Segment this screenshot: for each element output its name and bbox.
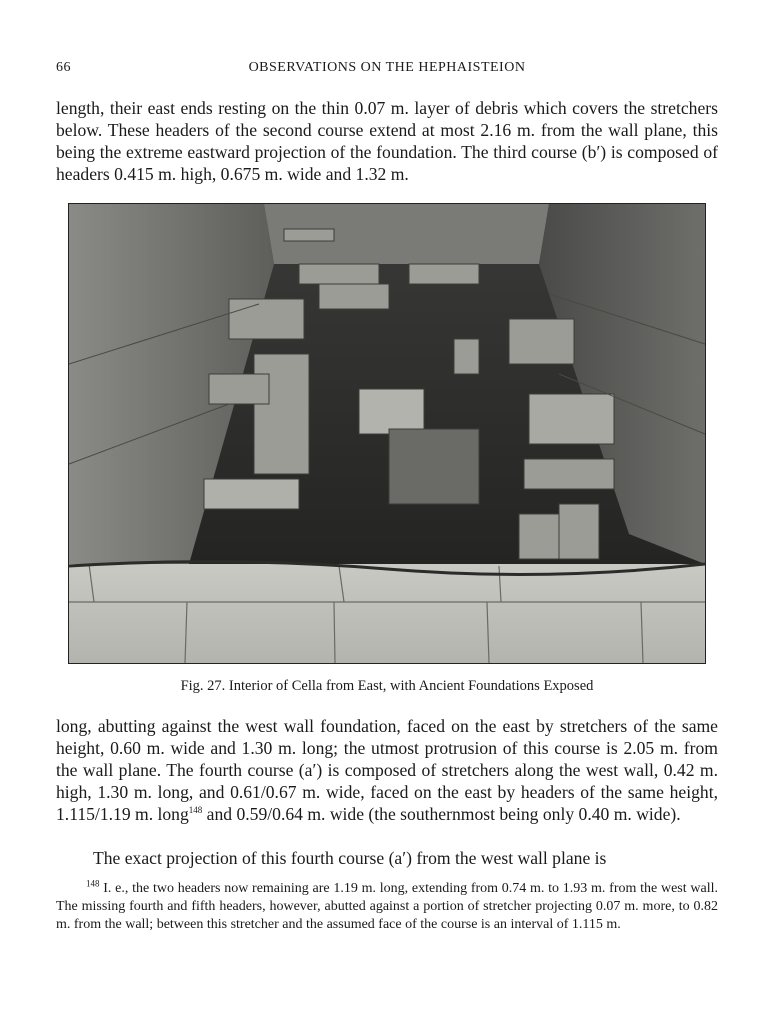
paragraph-1: length, their east ends resting on the thin 0.07 m. layer of debris which covers the stretchers below. These headers of the second course extend at most 2.16 m. from the wall plane, this being the extreme eastward projection of the foundation. The third course (b′) is composed of headers 0.415 m. high, 0.675 m. wide and 1.32 m.: [56, 98, 718, 184]
paragraph-2-text: long, abutting against the west wall foundation, faced on the east by stretchers of the same height, 0.60 m. wide and 1.30 m. long; the utmost protrusion of this course is 2.05 m. from the wall plane. The fourth course (a′) is composed of stretchers along the west wall, 0.42 m. high, 1.30 m. long, and 0.61/0.67 m. wide, faced on the east by headers of the same height, 1.115/1.19 m. long: [56, 716, 718, 824]
figure-photo: [68, 203, 706, 664]
running-title: OBSERVATIONS ON THE HEPHAISTEION: [248, 60, 526, 75]
paragraph-2: [56, 715, 718, 825]
footnote-reference: 148: [188, 805, 203, 816]
paragraph-2-text-end: and 0.59/0.64 m. wide (the southernmost being only 0.40 m. wide).: [202, 804, 681, 824]
page-number: 66: [56, 60, 71, 75]
footnote-number: 148: [86, 878, 100, 889]
cella-photograph: [69, 204, 705, 663]
paragraph-3: The exact projection of this fourth course (a′) from the west wall plane is: [93, 848, 607, 868]
footnote: [56, 880, 718, 934]
figure-caption: Fig. 27. Interior of Cella from East, with Ancient Foundations Exposed: [180, 678, 594, 694]
page-header: [56, 60, 718, 80]
footnote-text: I. e., the two headers now remaining are 1.19 m. long, extending from 0.74 m. to 1.93 m. from the west wall. The missing fourth and fifth headers, however, abutted against a portion of stretcher projecting 0.07 m. more, to 0.82 m. from the wall; between this stretcher and the assumed face of the course is an interval of 1.115 m.: [56, 881, 718, 932]
